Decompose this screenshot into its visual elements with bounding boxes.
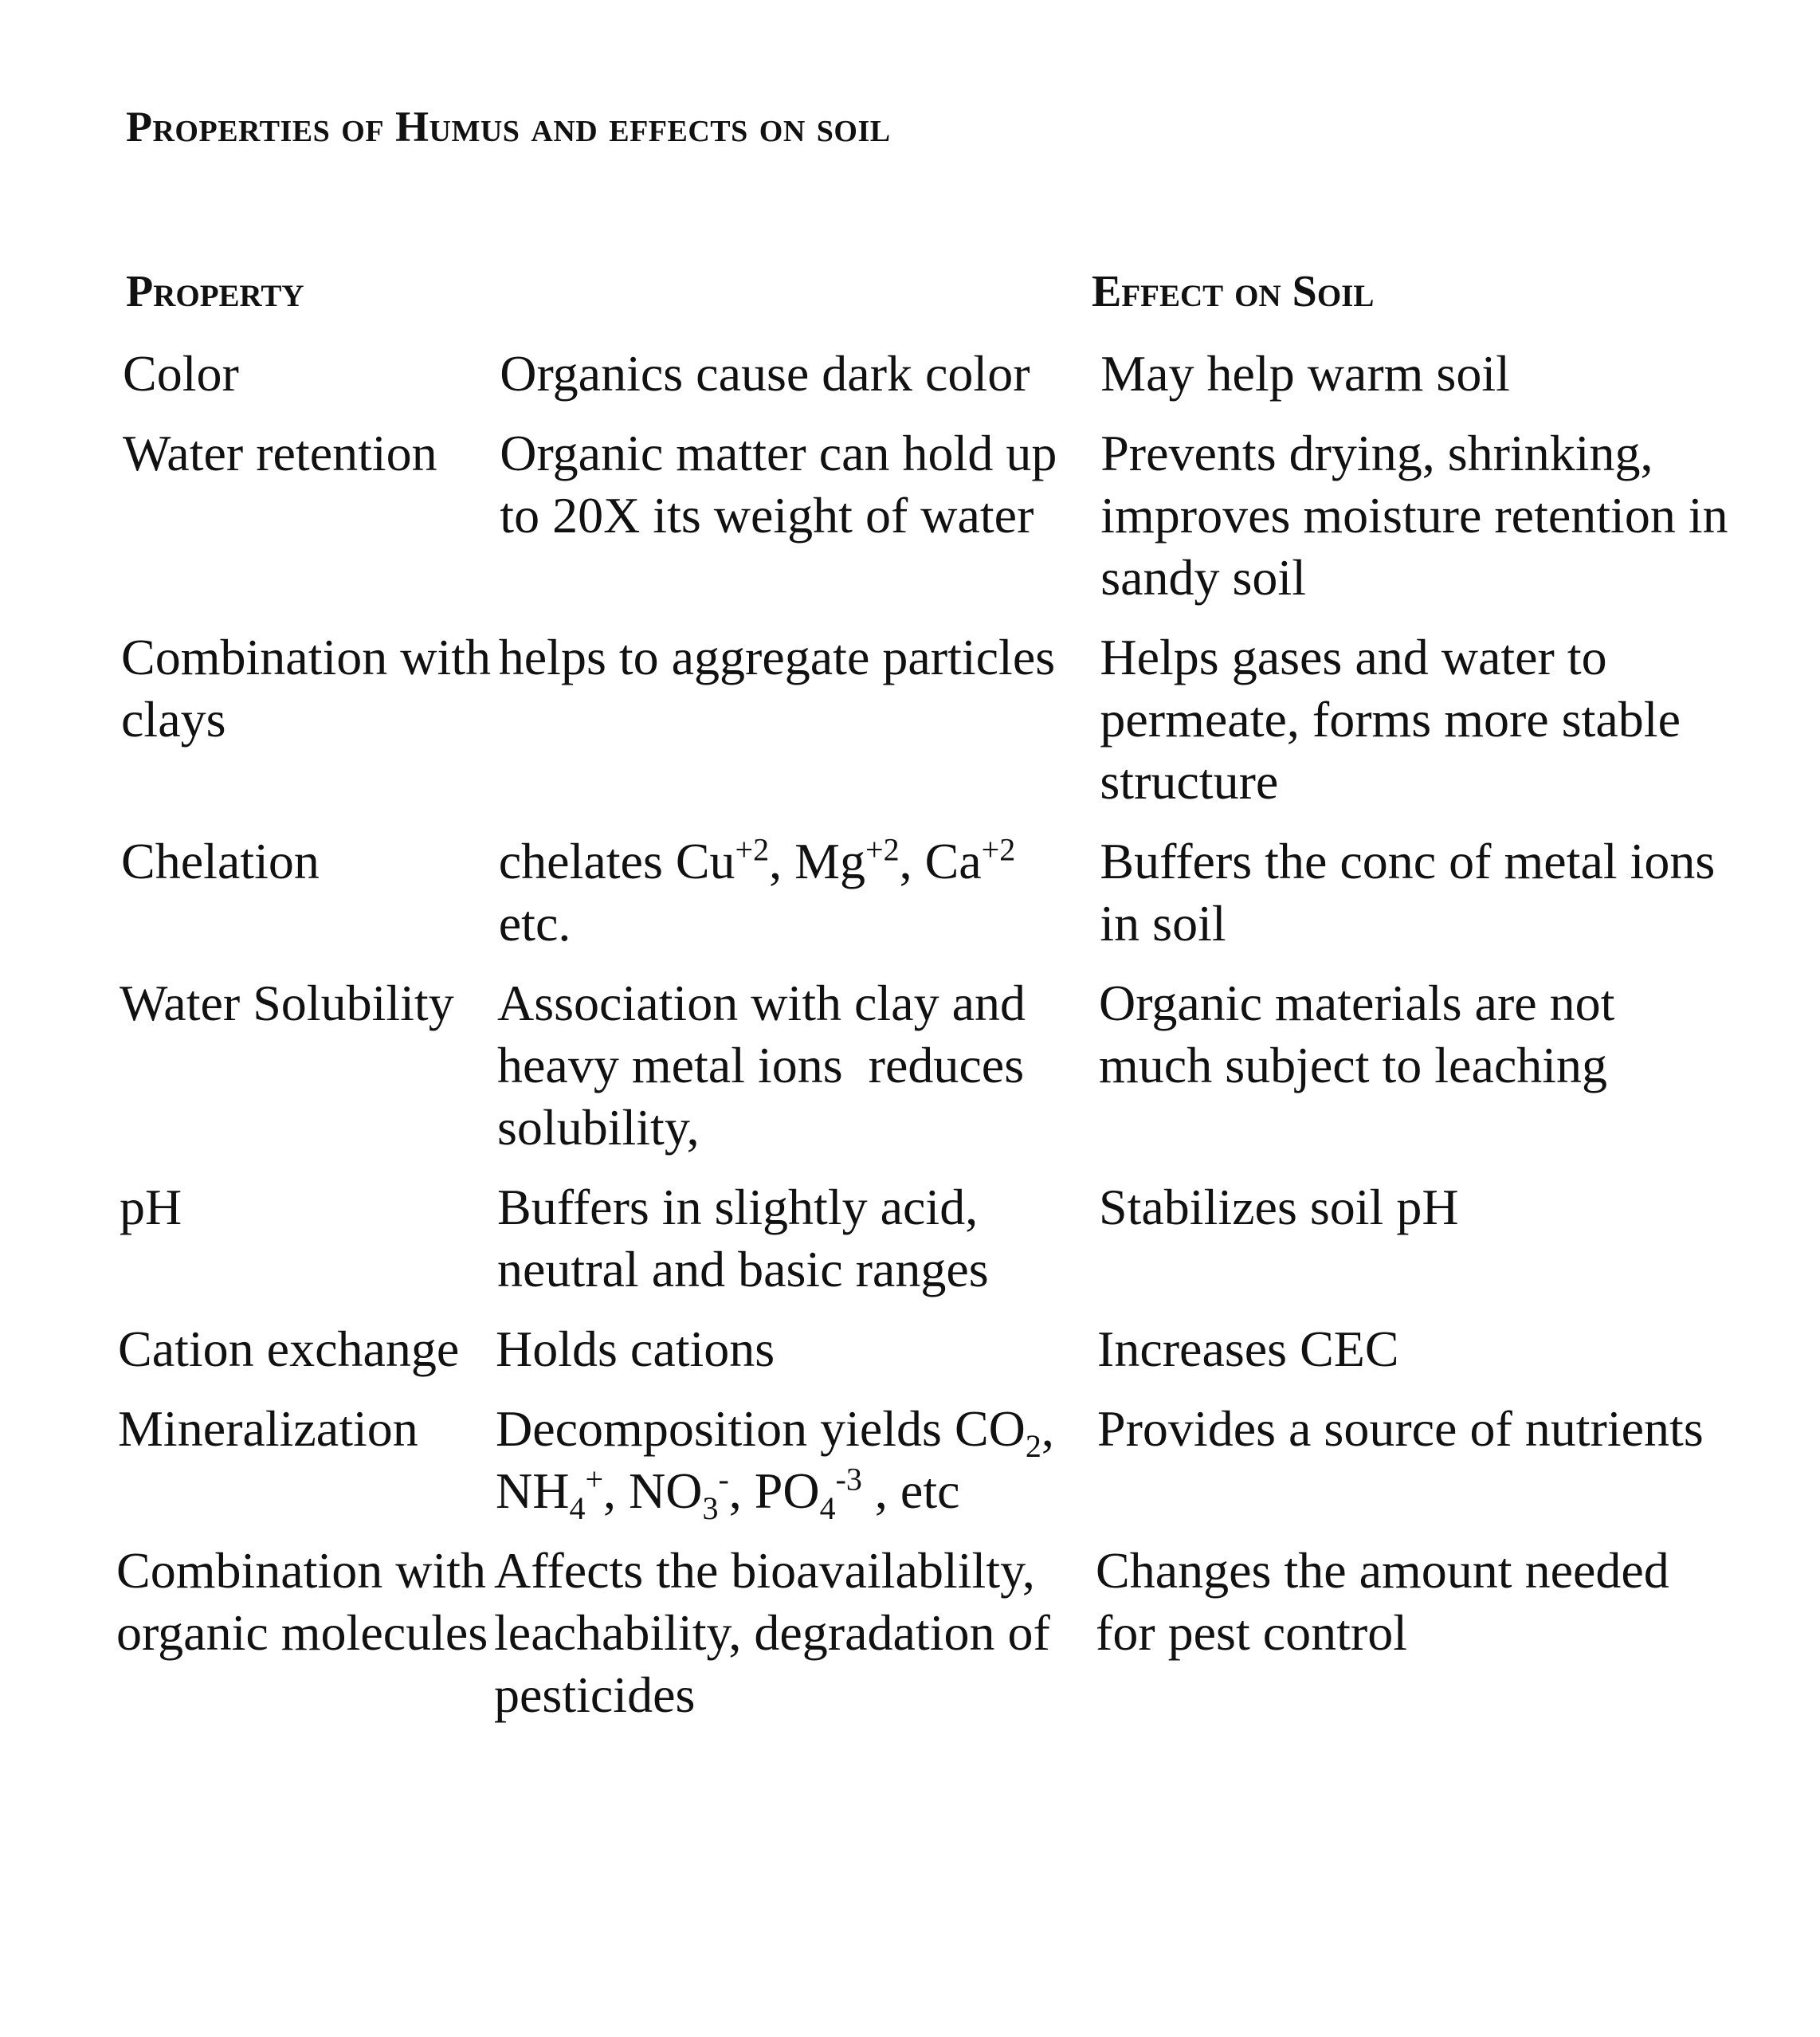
mineralization-text: , NH — [496, 1400, 1054, 1519]
property-cell: Combination with organic molecules — [116, 1542, 488, 1661]
page-title: Properties of Humus and effects on soil — [126, 103, 891, 151]
effect-cell: Organic materials are not much subject to leaching — [1099, 975, 1615, 1093]
calcium-charge: +2 — [981, 831, 1016, 868]
description-cell — [499, 830, 1100, 955]
description-cell: helps to aggregate particles — [498, 629, 1056, 685]
effect-cell: Prevents drying, shrinking, improves moisture retention in sandy soil — [1100, 425, 1728, 606]
property-cell: pH — [120, 1179, 182, 1235]
effect-cell: Changes the amount needed for pest control — [1096, 1542, 1669, 1661]
chelation-text: , Ca — [899, 833, 982, 889]
table-row — [112, 830, 1737, 955]
chelation-text: chelates Cu — [498, 833, 735, 889]
chelation-text: , Mg — [769, 833, 866, 889]
no3-charge: - — [718, 1461, 729, 1497]
table-row — [112, 1176, 1737, 1301]
effect-cell: Buffers the conc of metal ions in soil — [1100, 833, 1716, 952]
property-cell: Water retention — [123, 425, 437, 481]
no3-subscript: 3 — [702, 1489, 719, 1526]
nh4-charge: + — [585, 1461, 603, 1497]
effect-cell: Provides a source of nutrients — [1097, 1400, 1704, 1457]
copper-charge: +2 — [735, 831, 770, 868]
nh4-subscript: 4 — [569, 1489, 586, 1526]
property-cell: Mineralization — [118, 1400, 418, 1457]
description-cell: Organics cause dark color — [500, 345, 1030, 402]
table-row — [112, 1318, 1737, 1380]
chelation-text: etc. — [498, 895, 571, 952]
table-row — [112, 1398, 1737, 1526]
mineralization-text: , PO — [728, 1462, 820, 1519]
column-header-property: Property — [126, 267, 304, 316]
co2-subscript: 2 — [1025, 1427, 1041, 1464]
table-row — [112, 626, 1737, 813]
description-cell: Affects the bioavailablilty, leachability, degradation of pesticides — [494, 1542, 1050, 1723]
description-cell: Organic matter can hold up to 20X its weight of water — [500, 425, 1057, 544]
property-cell: Color — [123, 345, 239, 402]
effect-cell: Stabilizes soil pH — [1099, 1179, 1459, 1235]
mineralization-text: Decomposition yields CO — [496, 1400, 1026, 1457]
effect-cell: May help warm soil — [1100, 345, 1510, 402]
property-cell: Chelation — [121, 833, 320, 889]
property-cell: Cation exchange — [118, 1321, 460, 1377]
description-cell — [496, 1398, 1097, 1526]
mineralization-text: , etc — [861, 1462, 960, 1519]
table-row — [112, 422, 1737, 609]
table-row — [112, 343, 1737, 405]
mineralization-text: , NO — [603, 1462, 703, 1519]
magnesium-charge: +2 — [865, 831, 900, 868]
column-header-effect: Effect on Soil — [1092, 267, 1375, 316]
po4-charge: -3 — [835, 1461, 862, 1497]
po4-subscript: 4 — [819, 1489, 836, 1526]
description-cell: Buffers in slightly acid, neutral and basic ranges — [497, 1179, 989, 1297]
table-row — [112, 1540, 1737, 1726]
properties-table — [112, 343, 1737, 1726]
effect-cell: Increases CEC — [1097, 1321, 1399, 1377]
effect-cell: Helps gases and water to permeate, forms more stable structure — [1100, 629, 1681, 810]
property-cell: Water Solubility — [120, 975, 454, 1031]
description-cell: Association with clay and heavy metal ions reduces solubility, — [497, 975, 1038, 1156]
description-cell: Holds cations — [496, 1321, 775, 1377]
property-cell: Combination with clays — [121, 629, 491, 748]
table-row — [112, 972, 1737, 1159]
